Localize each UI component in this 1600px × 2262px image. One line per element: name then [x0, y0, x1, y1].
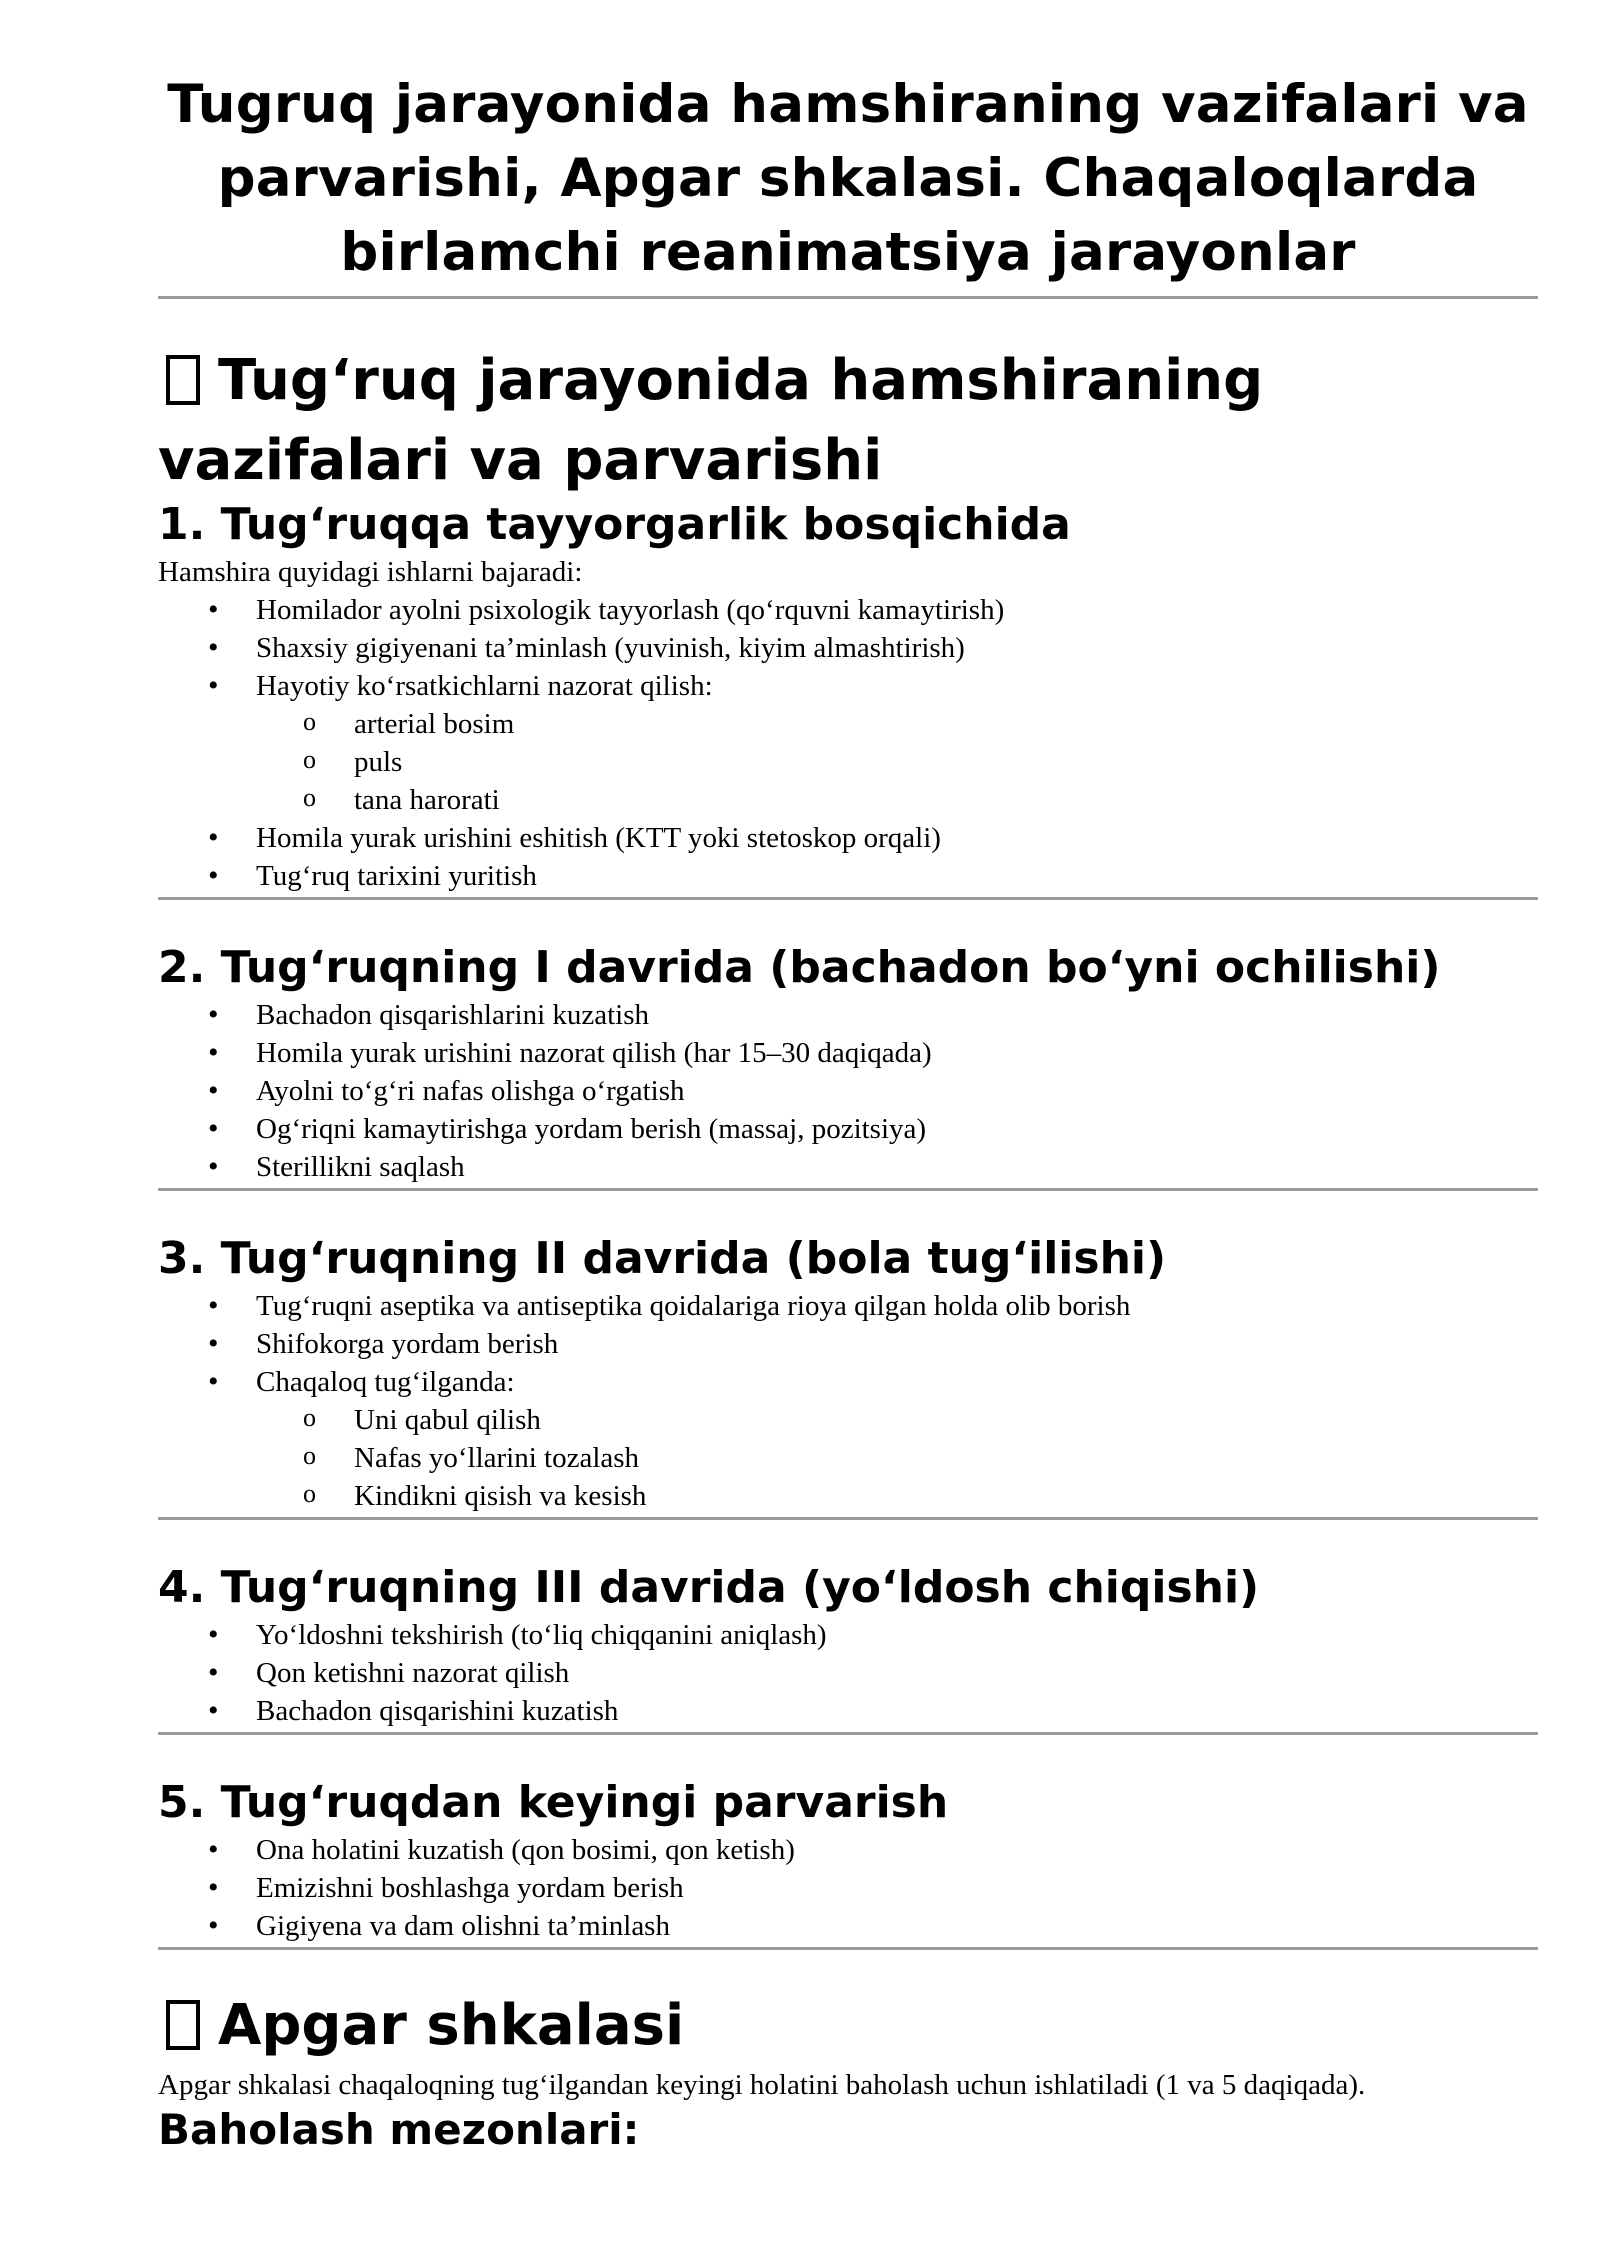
section-heading-apgar	[158, 1986, 1538, 2066]
sub-list-item: o Kindikni qisish va kesish	[158, 1477, 1538, 1515]
subsection-3-list	[158, 1287, 1538, 1515]
list-item: • Chaqaloq tug‘ilganda:	[158, 1363, 1538, 1401]
apgar-intro: Apgar shkalasi chaqaloqning tug‘ilgandan keyingi holatini baholash uchun ishlatiladi (1 va 5 daqiqada).	[158, 2069, 1366, 2101]
divider	[158, 296, 1538, 299]
list-item: • Shaxsiy gigiyenani ta’minlash (yuvinish, kiyim almashtirish)	[158, 629, 1538, 667]
subsection-4-list	[158, 1616, 1538, 1730]
subsection-heading-2: 2. Tug‘ruqning I davrida (bachadon bo‘yni ochilishi)	[158, 942, 1441, 993]
subsection-2-list	[158, 996, 1538, 1186]
divider	[158, 1732, 1538, 1735]
list-item: • Tug‘ruq tarixini yuritish	[158, 857, 1538, 895]
list-item: • Bachadon qisqarishlarini kuzatish	[158, 996, 1538, 1034]
list-item: • Gigiyena va dam olishni ta’minlash	[158, 1907, 1538, 1945]
list-item: • Shifokorga yordam berish	[158, 1325, 1538, 1363]
criteria-heading: Baholash mezonlari:	[158, 2105, 640, 2154]
list-item: • Sterillikni saqlash	[158, 1148, 1538, 1186]
list-item: • Hayotiy ko‘rsatkichlarni nazorat qilish:	[158, 667, 1538, 705]
sub-list-item: o puls	[158, 743, 1538, 781]
subsection-1-intro: Hamshira quyidagi ishlarni bajaradi:	[158, 556, 583, 588]
missing-glyph-icon	[166, 2000, 200, 2050]
list-item: • Homila yurak urishini eshitish (KTT yoki stetoskop orqali)	[158, 819, 1538, 857]
subsection-heading-5: 5. Tug‘ruqdan keyingi parvarish	[158, 1777, 949, 1828]
missing-glyph-icon	[166, 355, 200, 405]
section-heading-apgar-text: Apgar shkalasi	[218, 1993, 685, 2058]
sub-list-item: o Nafas yo‘llarini tozalash	[158, 1439, 1538, 1477]
section-heading-main-text: Tug‘ruq jarayonida hamshiraning vazifalari va parvarishi	[158, 348, 1264, 493]
list-item: • Tug‘ruqni aseptika va antiseptika qoidalariga rioya qilgan holda olib borish	[158, 1287, 1538, 1325]
subsection-heading-1: 1. Tug‘ruqqa tayyorgarlik bosqichida	[158, 499, 1071, 550]
divider	[158, 1517, 1538, 1520]
list-item: • Ayolni to‘g‘ri nafas olishga o‘rgatish	[158, 1072, 1538, 1110]
divider	[158, 897, 1538, 900]
list-item: • Qon ketishni nazorat qilish	[158, 1654, 1538, 1692]
list-item: • Emizishni boshlashga yordam berish	[158, 1869, 1538, 1907]
section-heading-main	[158, 341, 1538, 501]
list-item: • Ona holatini kuzatish (qon bosimi, qon ketish)	[158, 1831, 1538, 1869]
subsection-heading-3: 3. Tug‘ruqning II davrida (bola tug‘ilishi)	[158, 1233, 1167, 1284]
divider	[158, 1188, 1538, 1191]
sub-list-item: o Uni qabul qilish	[158, 1401, 1538, 1439]
subsection-5-list	[158, 1831, 1538, 1945]
list-item: • Og‘riqni kamaytirishga yordam berish (massaj, pozitsiya)	[158, 1110, 1538, 1148]
sub-list-item: o arterial bosim	[158, 705, 1538, 743]
list-item: • Bachadon qisqarishini kuzatish	[158, 1692, 1538, 1730]
sub-list-item: o tana harorati	[158, 781, 1538, 819]
document-page	[158, 68, 1538, 2156]
subsection-heading-4: 4. Tug‘ruqning III davrida (yo‘ldosh chiqishi)	[158, 1562, 1260, 1613]
list-item: • Yo‘ldoshni tekshirish (to‘liq chiqqanini aniqlash)	[158, 1616, 1538, 1654]
subsection-1-list	[158, 591, 1538, 895]
document-title: Tugruq jarayonida hamshiraning vazifalari va parvarishi, Apgar shkalasi. Chaqaloqlarda birlamchi reanimatsiya jarayonlar	[167, 74, 1529, 283]
list-item: • Homilador ayolni psixologik tayyorlash (qo‘rquvni kamaytirish)	[158, 591, 1538, 629]
list-item: • Homila yurak urishini nazorat qilish (har 15–30 daqiqada)	[158, 1034, 1538, 1072]
divider	[158, 1947, 1538, 1950]
